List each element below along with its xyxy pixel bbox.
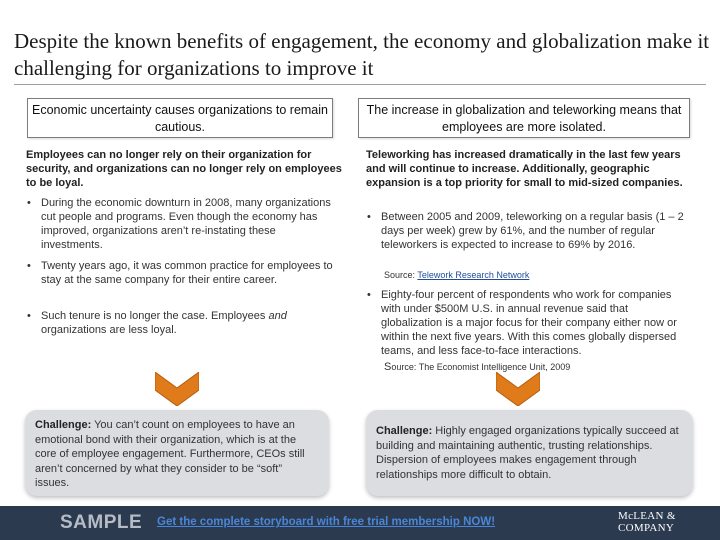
source-telework bbox=[384, 269, 529, 281]
left-challenge-label: Challenge: bbox=[35, 419, 92, 431]
source-telework-link[interactable]: Telework Research Network bbox=[417, 270, 530, 280]
right-lead-text: Teleworking has increased dramatically in the last few years and will continue to increase. Additionally, geographic expansion is a top priority for small to mid-sized companies. bbox=[366, 149, 683, 189]
left-bullet-3-tail: organizations are less loyal. bbox=[41, 324, 177, 336]
source-economist-initial: S bbox=[384, 361, 392, 373]
logo-line-2: COMPANY bbox=[618, 522, 675, 534]
left-bullet-3 bbox=[26, 309, 340, 337]
title-divider bbox=[14, 84, 706, 85]
right-challenge-text: Highly engaged organizations typically succeed at building and maintaining authentic, trusting relationships. Dispersion of employees makes engagement through relationships more difficult to obtain. bbox=[376, 425, 679, 481]
right-column-header: The increase in globalization and teleworking means that employees are more isolated. bbox=[358, 98, 690, 138]
left-bullet-2: • Twenty years ago, it was common practice for employees to stay at the same company for their entire career. bbox=[26, 259, 340, 287]
footer-bar bbox=[0, 506, 720, 540]
source-telework-prefix: Source: bbox=[384, 270, 418, 280]
right-challenge-callout bbox=[366, 410, 693, 496]
right-bullet-1: • Between 2005 and 2009, teleworking on a regular basis (1 – 2 days per week) grew by 61%, and the number of regular teleworkers is expected to increase to 69% by 2016. bbox=[366, 210, 691, 252]
left-bullet-3-text: Such tenure is no longer the case. Employees bbox=[41, 310, 269, 322]
chevron-down-icon bbox=[496, 372, 540, 406]
left-bullet-3-emphasis: and bbox=[268, 310, 287, 322]
source-economist-text: ource: The Economist Intelligence Unit, 2009 bbox=[391, 362, 571, 372]
left-bullet-1: • During the economic downturn in 2008, many organizations cut people and programs. Even though the economy has improved, organizations aren’t re-instating these investments. bbox=[26, 196, 340, 252]
company-logo bbox=[618, 510, 696, 534]
free-trial-link[interactable]: Get the complete storyboard with free trial membership NOW! bbox=[157, 516, 496, 528]
source-economist bbox=[384, 361, 570, 373]
left-challenge-callout bbox=[25, 410, 329, 496]
right-challenge-label: Challenge: bbox=[376, 425, 433, 437]
logo-line-1: McLEAN & bbox=[618, 510, 676, 522]
right-bullet-2: • Eighty-four percent of respondents who work for companies with under $500M U.S. in annual revenue said that globalization is a major focus for their company either now or within the next five years. With this comes globally dispersed teams, and less face-to-face interactions. bbox=[366, 288, 691, 358]
sample-watermark: SAMPLE bbox=[60, 512, 143, 533]
left-lead-text: Employees can no longer rely on their organization for security, and organizations can no longer rely on employees to be loyal. bbox=[26, 149, 342, 189]
chevron-down-icon bbox=[155, 372, 199, 406]
page-title: Despite the known benefits of engagement, the economy and globalization make it challenging for organizations to improve it bbox=[14, 29, 710, 80]
left-column-header: Economic uncertainty causes organizations to remain cautious. bbox=[27, 98, 333, 138]
left-challenge-text: You can’t count on employees to have an emotional bond with their organization, which is at the core of employee engagement. Furthermore, CEOs still aren’t concerned by what they consider to be “soft” issues. bbox=[35, 419, 305, 489]
